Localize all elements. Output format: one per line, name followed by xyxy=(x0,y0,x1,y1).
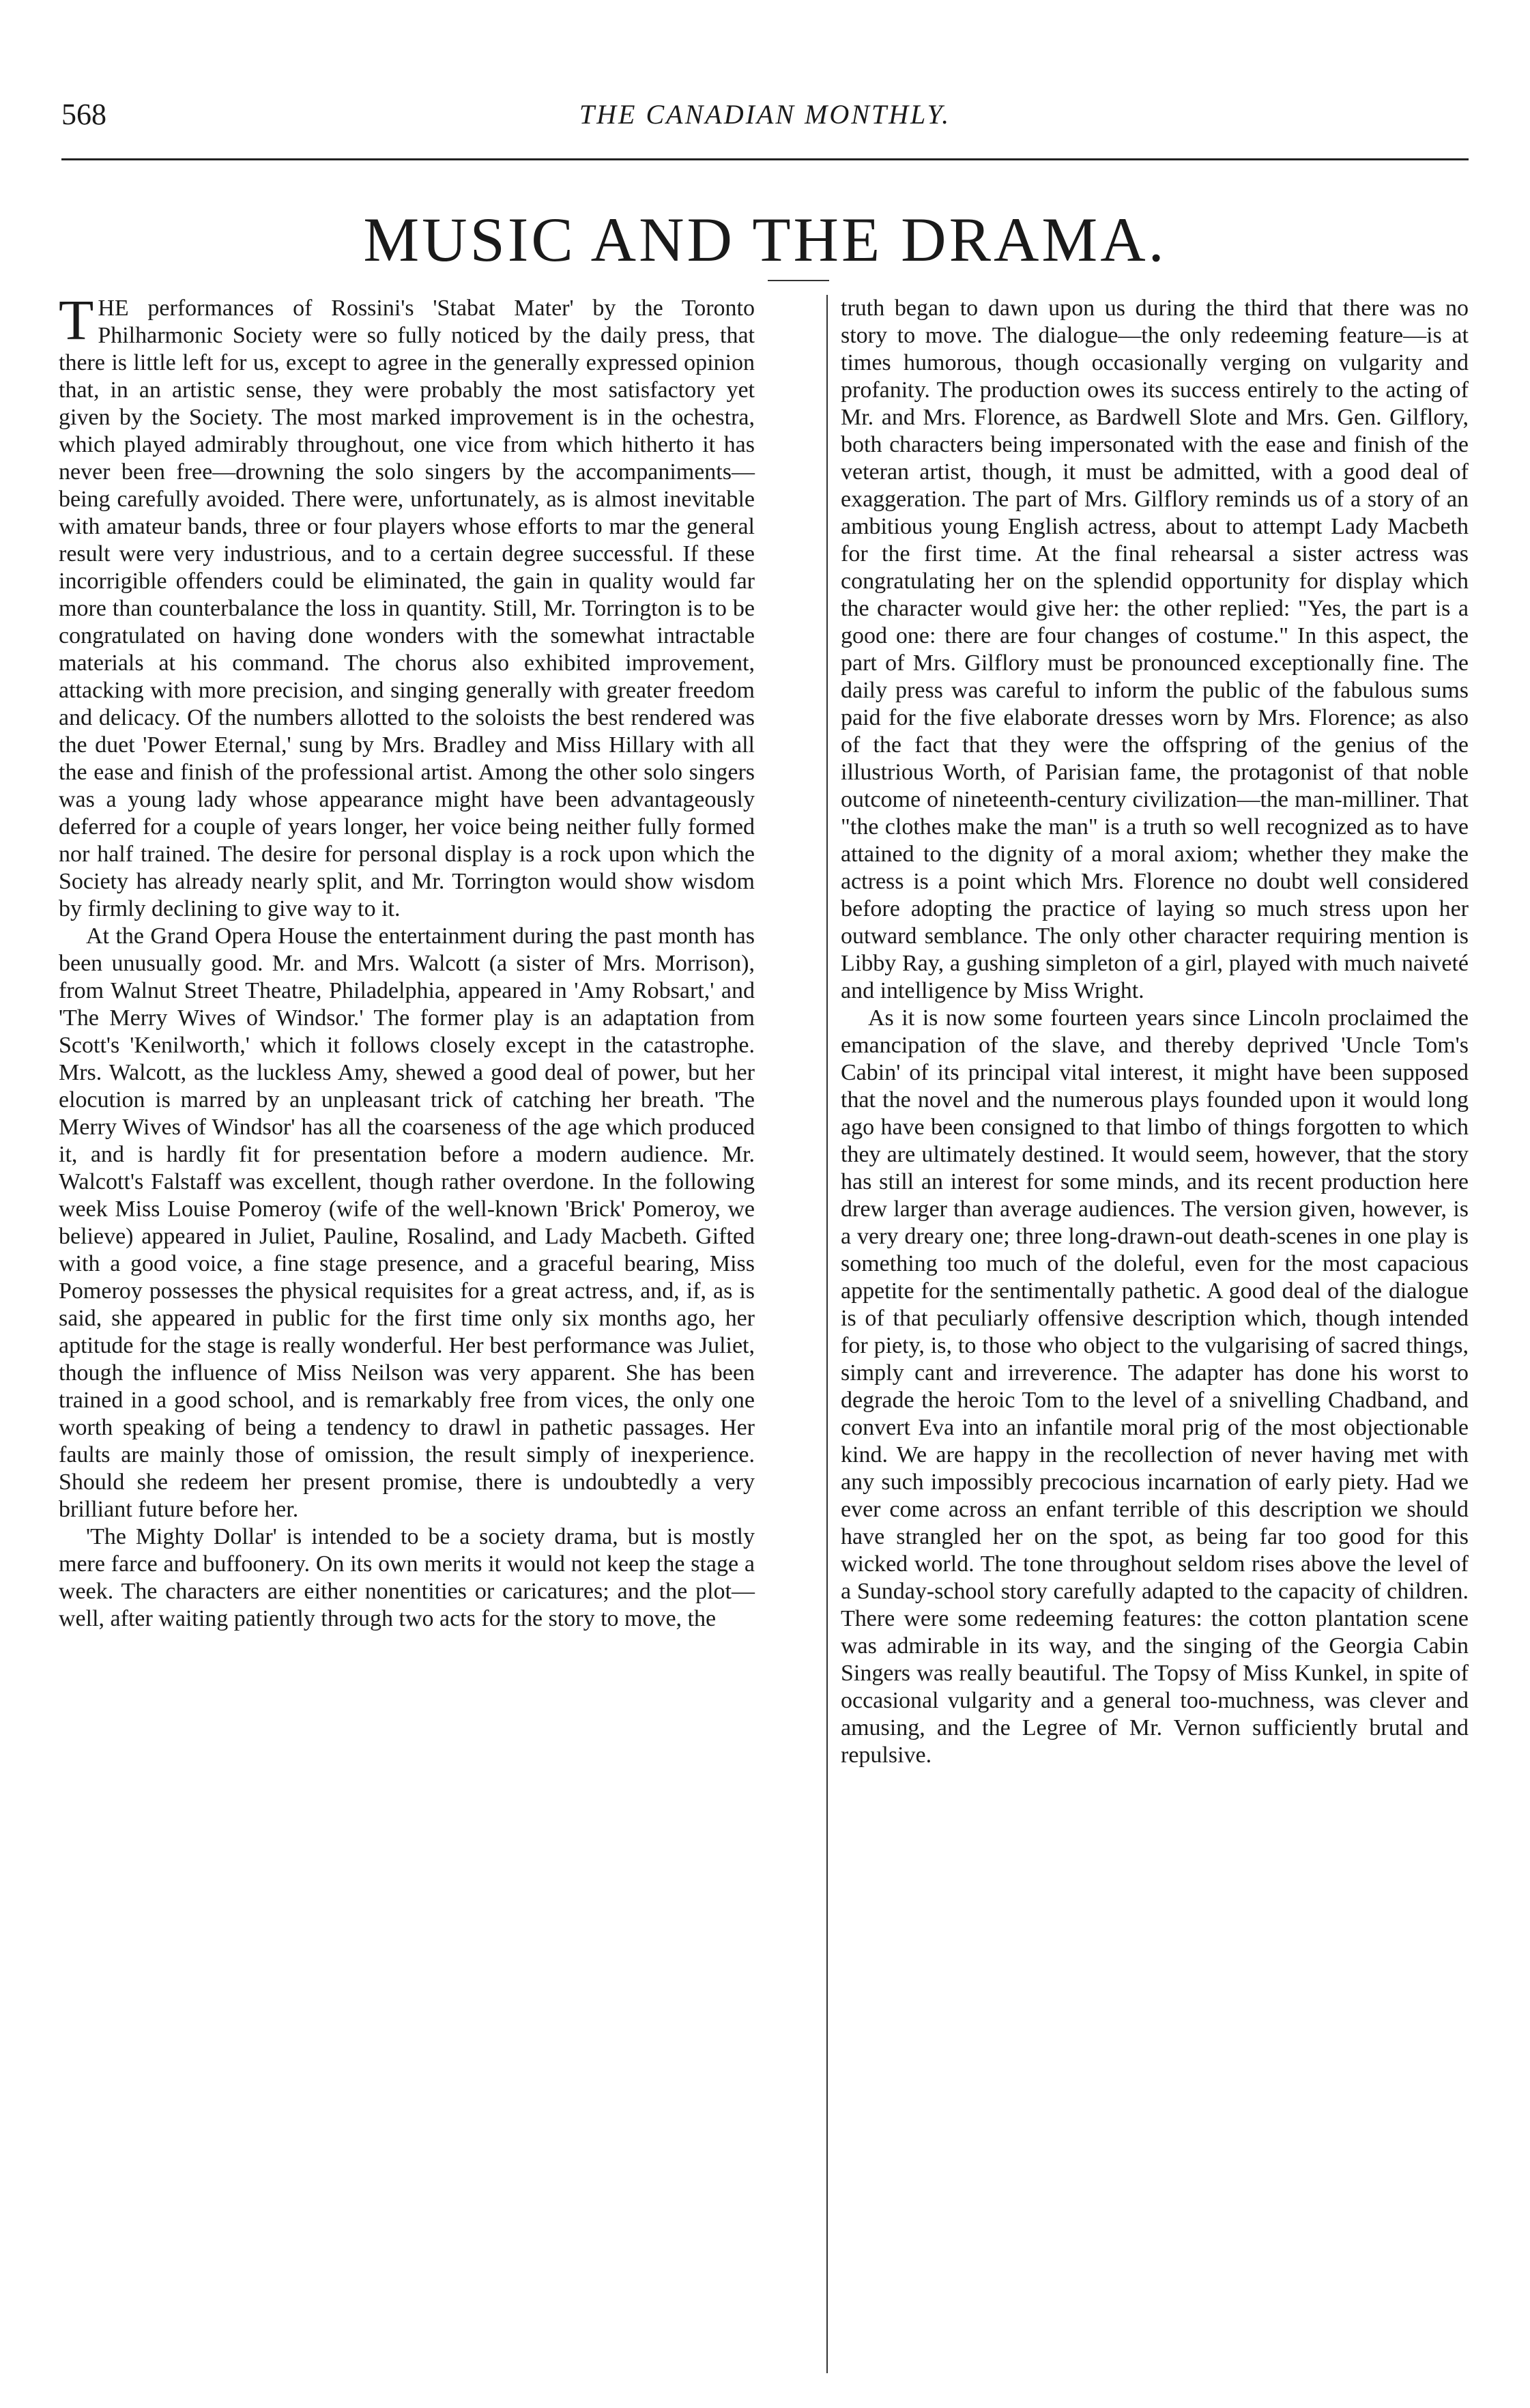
paragraph-rossini-text: HE performances of Rossini's 'Stabat Mater' by the Toronto Philharmonic Society were so fully noticed by the daily press, that there is little left for us, except to agree in the generally expressed opinion that, in an artistic sense, they were probably the most satisfactory yet given by the Society. The most marked improvement is in the ochestra, which played admirably throughout, one vice from which hitherto it has never been free—drowning the solo singers by the accompaniments—being carefully avoided. There were, unfortunately, as is almost inevitable with amateur bands, three or four players whose efforts to mar the general result were very industrious, and to a certain degree successful. If these incorrigible offenders could be eliminated, the gain in quality would far more than counterbalance the loss in quantity. Still, Mr. Torrington is to be congratulated on having done wonders with the somewhat intractable materials at his command. The chorus also exhibited improvement, attacking with more precision, and singing generally with greater freedom and delicacy. Of the numbers allotted to the soloists the best rendered was the duet 'Power Eternal,' sung by Mrs. Bradley and Miss Hillary with all the ease and finish of the professional artist. Among the other solo singers was a young lady whose appearance might have been advantageously deferred for a couple of years longer, her voice being neither fully formed nor half trained. The desire for personal display is a rock upon which the Society has already nearly split, and Mr. Torrington would show wisdom by firmly declining to give way to it. xyxy=(59,296,755,921)
paragraph-grand-opera-house: At the Grand Opera House the entertainment during the past month has been unusually good. Mr. and Mrs. Walcott (a sister of Mrs. Morrison), from Walnut Street Theatre, Philadelphia, appeared in 'Amy Robsart,' and 'The Merry Wives of Windsor.' The former play is an adaptation from Scott's 'Kenilworth,' which it follows closely except in the catastrophe. Mrs. Walcott, as the luckless Amy, shewed a good deal of power, but her elocution is marred by an unpleasant trick of catching her breath. 'The Merry Wives of Windsor' has all the coarseness of the age which produced it, and is hardly fit for presentation before a modern audience. Mr. Walcott's Falstaff was excellent, though rather overdone. In the following week Miss Louise Pomeroy (wife of the well-known 'Brick' Pomeroy, we believe) appeared in Juliet, Pauline, Rosalind, and Lady Macbeth. Gifted with a good voice, a fine stage presence, and a graceful bearing, Miss Pomeroy possesses the physical requisites for a great actress, and, if, as is said, she appeared in public for the first time only six months ago, her aptitude for the stage is really wonderful. Her best performance was Juliet, though the influence of Miss Neilson was very apparent. She has been trained in a good school, and is remarkably free from vices, the only one worth speaking of being a tendency to drawl in pathetic passages. Her faults are mainly those of omission, the result simply of inexperience. Should she redeem her present promise, there is undoubtedly a very brilliant future before her. xyxy=(59,923,755,1522)
paragraph-mighty-dollar: 'The Mighty Dollar' is intended to be a society drama, but is mostly mere farce and buffoonery. On its own merits it would not keep the stage a week. The characters are either nonentities or caricatures; and the plot—well, after waiting patiently through two acts for the story to move, the xyxy=(59,1524,755,1631)
paragraph-rossini xyxy=(59,289,755,923)
left-column xyxy=(59,289,755,1633)
right-column xyxy=(841,295,1469,1769)
paragraph-mighty-dollar-continued: truth began to dawn upon us during the third that there was no story to move. The dialogue—the only redeeming feature—is at times humorous, though occasionally verging on vulgarity and profanity. The production owes its success entirely to the acting of Mr. and Mrs. Florence, as Bardwell Slote and Mrs. Gen. Gilflory, both characters being impersonated with the ease and finish of the veteran artist, though, it must be admitted, with a good deal of exaggeration. The part of Mrs. Gilflory reminds us of a story of an ambitious young English actress, about to attempt Lady Macbeth for the first time. At the final rehearsal a sister actress was congratulating her on the splendid opportunity for display which the character would give her: the other replied: "Yes, the part is a good one: there are four changes of costume." In this aspect, the part of Mrs. Gilflory must be pronounced exceptionally fine. The daily press was careful to inform the public of the fabulous sums paid for the five elaborate dresses worn by Mrs. Florence; as also of the fact that they were the offspring of the genius of the illustrious Worth, of Parisian fame, the protagonist of that noble outcome of nineteenth-century civilization—the man-milliner. That "the clothes make the man" is a truth so well recognized as to have attained to the dignity of a moral axiom; whether they make the actress is a point which Mrs. Florence no doubt well considered before adopting the practice of laying so much stress upon her outward semblance. The only other character requiring mention is Libby Ray, a gushing simpleton of a girl, played with much naiveté and intelligence by Miss Wright. xyxy=(841,296,1469,1003)
header-rule xyxy=(61,158,1469,160)
paragraph-uncle-toms-cabin: As it is now some fourteen years since Lincoln proclaimed the emancipation of the slave, and thereby deprived 'Uncle Tom's Cabin' of its principal vital interest, it might have been supposed that the novel and the numerous plays founded upon it would long ago have been consigned to that limbo of things forgotten to which they are ultimately destined. It would seem, however, that the story has still an interest for some minds, and its recent production here drew larger than average audiences. The version given, however, is a very dreary one; three long-drawn-out death-scenes in one play is something too much of the doleful, even for the most capacious appetite for the sentimentally pathetic. A good deal of the dialogue is of that peculiarly offensive description which, though intended for piety, is, to those who object to the vulgarising of sacred things, simply cant and irreverence. The adapter has done his worst to degrade the heroic Tom to the level of a snivelling Chadband, and convert Eva into an infantile moral prig of the most objectionable kind. We are happy in the recollection of never having met with any such impossibly precocious incarnation of early piety. Had we ever come across an enfant terrible of this description we should have strangled her on the spot, as being far too good for this wicked world. The tone throughout seldom rises above the level of a Sunday-school story carefully adapted to the capacity of children. There were some redeeming features: the cotton plantation scene was admirable in its way, and the singing of the Georgia Cabin Singers was really beautiful. The Topsy of Miss Kunkel, in spite of occasional vulgarity and a general too-muchness, was clever and amusing, and the Legree of Mr. Vernon sufficiently brutal and repulsive. xyxy=(841,1005,1469,1768)
title-rule xyxy=(768,280,829,281)
running-head xyxy=(61,94,1469,149)
column-divider xyxy=(826,295,828,2373)
journal-title: THE CANADIAN MONTHLY. xyxy=(579,99,951,130)
drop-cap: T xyxy=(59,289,94,352)
page-number: 568 xyxy=(61,98,106,131)
article-title: MUSIC AND THE DRAMA. xyxy=(363,205,1167,274)
